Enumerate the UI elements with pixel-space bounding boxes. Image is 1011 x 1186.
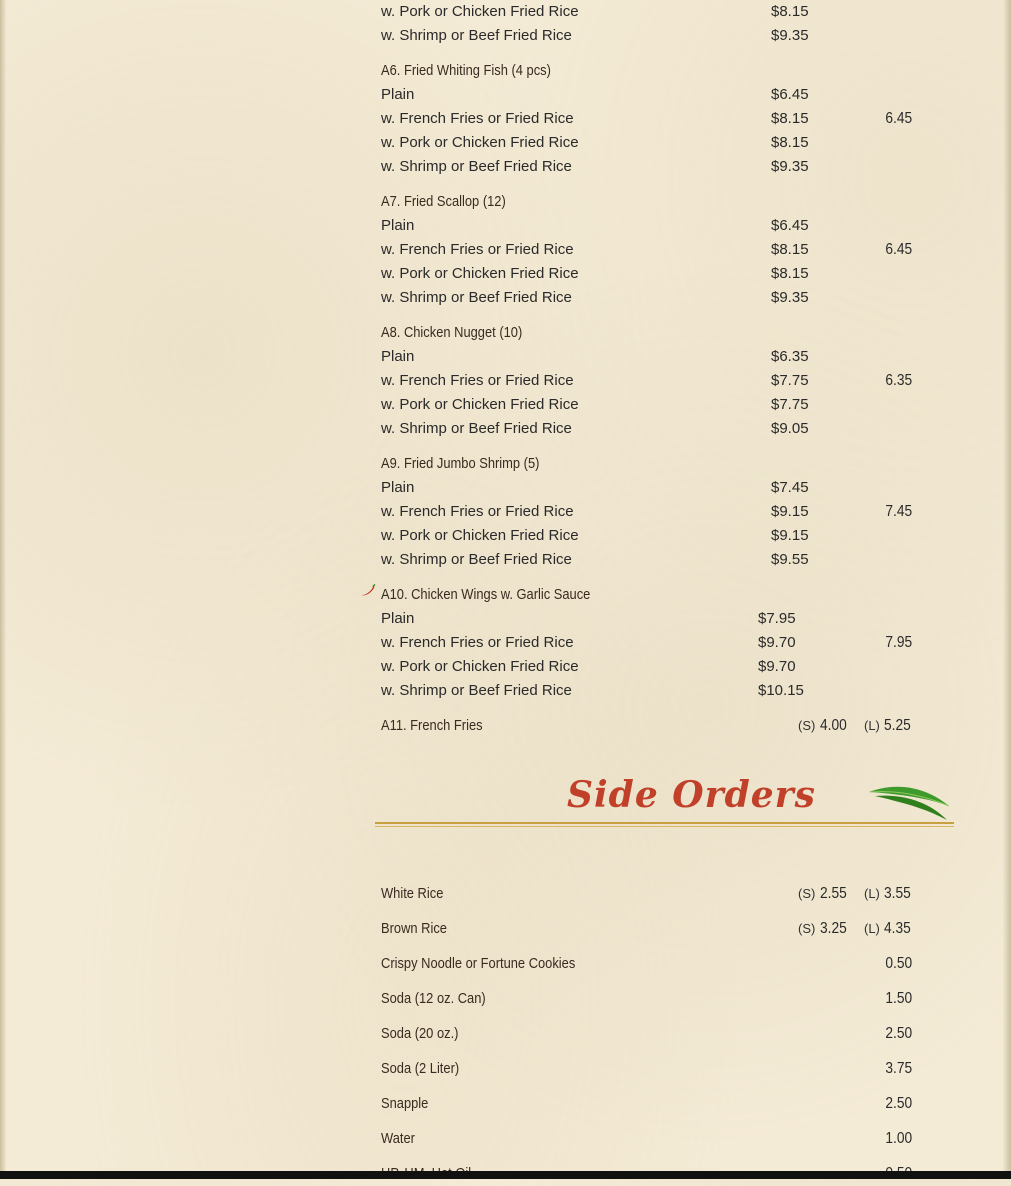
option-label: w. Shrimp or Beef Fried Rice — [381, 551, 572, 568]
item-base-price: 7.45 — [885, 503, 912, 520]
page-edge-right — [1003, 0, 1011, 1179]
small-price-value: 3.25 — [819, 920, 847, 937]
small-price-value: 4.00 — [819, 717, 847, 734]
size-tag-large: (L) — [864, 921, 880, 936]
size-tag-small: (S) — [798, 886, 816, 901]
item-title: A8. Chicken Nugget (10) — [381, 324, 523, 341]
option-price: $9.35 — [771, 158, 809, 175]
option-label: w. French Fries or Fried Rice — [381, 110, 574, 127]
option-price: $9.15 — [771, 527, 809, 544]
option-label: w. French Fries or Fried Rice — [381, 372, 574, 389]
option-label: w. Pork or Chicken Fried Rice — [381, 3, 579, 20]
option-price: $7.45 — [771, 479, 809, 496]
option-label: Plain — [381, 610, 415, 627]
side-item-title: Soda (2 Liter) — [381, 1060, 460, 1077]
side-item-price: 1.50 — [885, 990, 912, 1007]
item-base-price: 6.45 — [885, 241, 912, 258]
option-label: w. Shrimp or Beef Fried Rice — [381, 420, 572, 437]
header-rule — [375, 822, 954, 824]
size-tag-large: (L) — [864, 718, 880, 733]
side-item-price: 2.50 — [885, 1095, 912, 1112]
option-price: $8.15 — [771, 265, 809, 282]
option-label: w. French Fries or Fried Rice — [381, 634, 574, 651]
small-price — [798, 917, 851, 941]
option-label: w. Shrimp or Beef Fried Rice — [381, 682, 572, 699]
option-price: $9.05 — [771, 420, 809, 437]
option-price: $9.70 — [758, 634, 796, 651]
option-label: w. French Fries or Fried Rice — [381, 241, 574, 258]
small-price-value: 2.55 — [819, 885, 847, 902]
large-price — [864, 917, 915, 941]
size-tag-small: (S) — [798, 921, 816, 936]
option-label: w. Pork or Chicken Fried Rice — [381, 134, 579, 151]
item-title: A10. Chicken Wings w. Garlic Sauce — [381, 586, 591, 603]
large-price-value: 5.25 — [884, 717, 912, 734]
option-price: $9.55 — [771, 551, 809, 568]
page-edge-left — [0, 0, 6, 1179]
option-price: $8.15 — [771, 241, 809, 258]
chili-pepper-icon — [358, 584, 376, 598]
large-price — [864, 714, 915, 738]
large-price-value: 3.55 — [884, 885, 912, 902]
side-item-price: 0.50 — [885, 955, 912, 972]
side-item-title: Soda (12 oz. Can) — [381, 990, 486, 1007]
side-item-title: Water — [381, 1130, 415, 1147]
size-tag-large: (L) — [864, 886, 880, 901]
side-item-title: Snapple — [381, 1095, 429, 1112]
option-label: Plain — [381, 479, 415, 496]
item-title: A11. French Fries — [381, 717, 483, 734]
large-price-value: 4.35 — [884, 920, 912, 937]
header-rule-thin — [375, 826, 954, 827]
option-price: $9.70 — [758, 658, 796, 675]
side-orders-header — [375, 770, 954, 830]
bottom-bar — [0, 1171, 1011, 1179]
bamboo-leaf-icon — [865, 776, 955, 826]
option-price: $9.35 — [771, 27, 809, 44]
option-label: w. Pork or Chicken Fried Rice — [381, 396, 579, 413]
side-item-title: Soda (20 oz.) — [381, 1025, 459, 1042]
option-price: $6.45 — [771, 217, 809, 234]
option-price: $7.95 — [758, 610, 796, 627]
option-label: w. Shrimp or Beef Fried Rice — [381, 289, 572, 306]
option-price: $7.75 — [771, 396, 809, 413]
option-label: w. Pork or Chicken Fried Rice — [381, 527, 579, 544]
large-price — [864, 882, 915, 906]
size-tag-small: (S) — [798, 718, 816, 733]
option-label: w. Pork or Chicken Fried Rice — [381, 265, 579, 282]
side-item-price: 2.50 — [885, 1025, 912, 1042]
option-label: w. French Fries or Fried Rice — [381, 503, 574, 520]
item-title: Brown Rice — [381, 920, 447, 937]
option-price: $8.15 — [771, 134, 809, 151]
small-price — [798, 714, 851, 738]
option-label: Plain — [381, 86, 415, 103]
option-label: w. Shrimp or Beef Fried Rice — [381, 158, 572, 175]
item-title: A6. Fried Whiting Fish (4 pcs) — [381, 62, 551, 79]
option-price: $7.75 — [771, 372, 809, 389]
option-price: $8.15 — [771, 3, 809, 20]
side-orders-title: Side Orders — [567, 774, 816, 816]
item-title: A7. Fried Scallop (12) — [381, 193, 506, 210]
small-price — [798, 882, 851, 906]
side-item-title: Crispy Noodle or Fortune Cookies — [381, 955, 576, 972]
option-price: $8.15 — [771, 110, 809, 127]
option-price: $9.35 — [771, 289, 809, 306]
item-title: A9. Fried Jumbo Shrimp (5) — [381, 455, 540, 472]
side-item-price: 1.00 — [885, 1130, 912, 1147]
item-title: White Rice — [381, 885, 444, 902]
option-label: w. Shrimp or Beef Fried Rice — [381, 27, 572, 44]
option-price: $9.15 — [771, 503, 809, 520]
option-label: Plain — [381, 217, 415, 234]
item-base-price: 7.95 — [885, 634, 912, 651]
option-label: Plain — [381, 348, 415, 365]
option-label: w. Pork or Chicken Fried Rice — [381, 658, 579, 675]
option-price: $6.45 — [771, 86, 809, 103]
option-price: $6.35 — [771, 348, 809, 365]
side-item-price: 3.75 — [885, 1060, 912, 1077]
option-price: $10.15 — [758, 682, 804, 699]
item-base-price: 6.35 — [885, 372, 912, 389]
item-base-price: 6.45 — [885, 110, 912, 127]
